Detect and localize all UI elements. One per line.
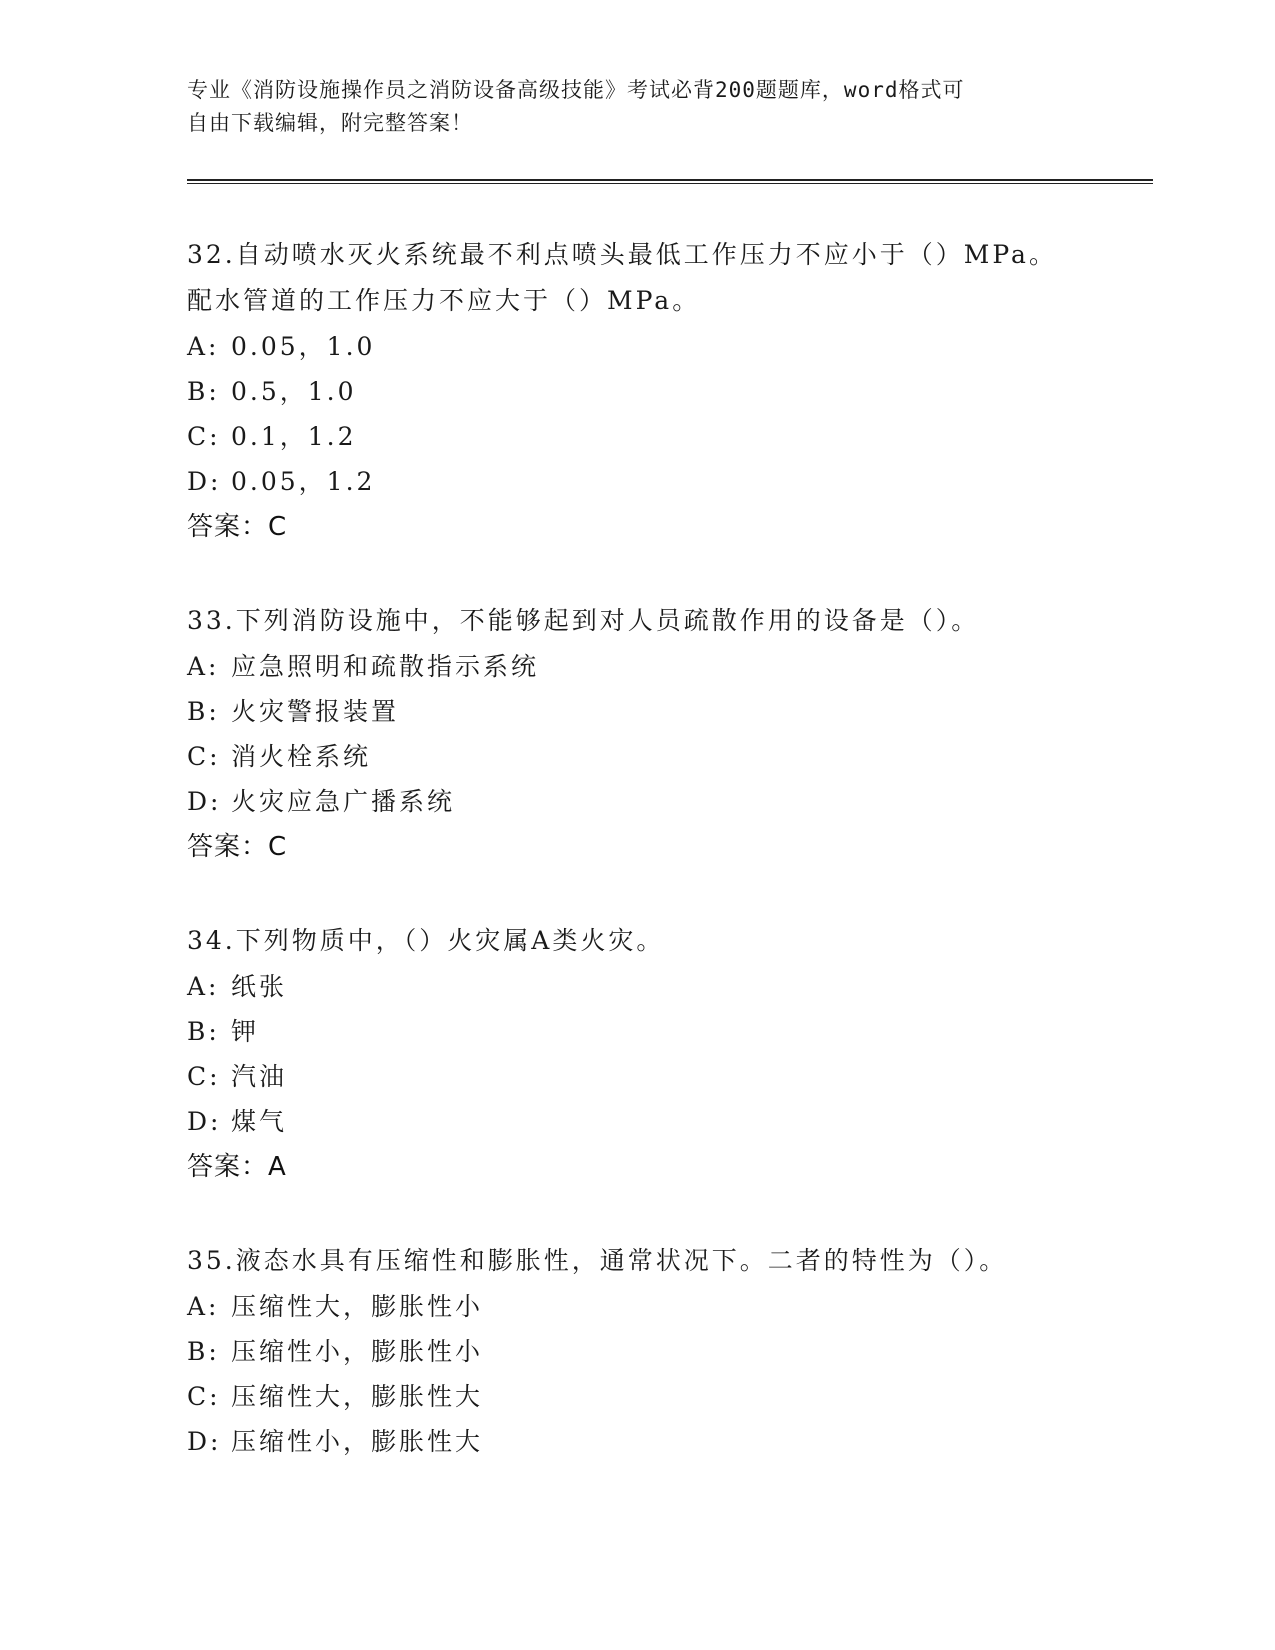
option-text: 压缩性大，膨胀性小 [231, 1292, 484, 1321]
option-key: A: [187, 1292, 220, 1321]
option-b [187, 369, 1147, 414]
option-text: 0.5，1.0 [231, 377, 357, 406]
option-text: 应急照明和疏散指示系统 [231, 652, 540, 681]
option-b [187, 1329, 1147, 1374]
option-text: 压缩性小，膨胀性大 [231, 1427, 484, 1456]
option-key: B: [187, 1017, 220, 1046]
question-stem-line: 配水管道的工作压力不应大于（）MPa。 [187, 286, 701, 315]
option-key: C: [187, 742, 221, 771]
option-key: C: [187, 422, 221, 451]
option-key: B: [187, 377, 220, 406]
option-key: D: [187, 1427, 222, 1456]
answer-line: 答案：C [187, 832, 288, 862]
document-header [187, 74, 1067, 140]
question-stem-line: 33.下列消防设施中，不能够起到对人员疏散作用的设备是（）。 [187, 606, 980, 635]
question-stem-line: 32.自动喷水灭火系统最不利点喷头最低工作压力不应小于（）MPa。 [187, 240, 1057, 269]
option-c [187, 734, 1147, 779]
option-text: 煤气 [231, 1107, 288, 1136]
option-text: 0.1，1.2 [231, 422, 357, 451]
option-key: A: [187, 652, 220, 681]
option-key: B: [187, 697, 220, 726]
option-d [187, 459, 1147, 504]
question-list [187, 232, 1147, 1512]
option-a [187, 964, 1147, 1009]
option-key: D: [187, 467, 222, 496]
option-key: A: [187, 972, 220, 1001]
option-a [187, 644, 1147, 689]
option-key: C: [187, 1382, 221, 1411]
answer-line: 答案：C [187, 512, 288, 542]
option-text: 压缩性小，膨胀性小 [231, 1337, 484, 1366]
option-key: D: [187, 787, 222, 816]
option-a [187, 324, 1147, 369]
option-text: 纸张 [231, 972, 288, 1001]
option-b [187, 689, 1147, 734]
option-text: 0.05，1.0 [231, 332, 376, 361]
question-35 [187, 1238, 1147, 1464]
option-c [187, 414, 1147, 459]
option-text: 消火栓系统 [231, 742, 372, 771]
option-b [187, 1009, 1147, 1054]
option-text: 0.05，1.2 [231, 467, 376, 496]
option-text: 压缩性大，膨胀性大 [231, 1382, 484, 1411]
option-d [187, 779, 1147, 824]
question-34 [187, 918, 1147, 1190]
option-c [187, 1054, 1147, 1099]
option-key: C: [187, 1062, 221, 1091]
header-line-2: 自由下载编辑，附完整答案！ [187, 111, 473, 135]
question-stem-line: 35.液态水具有压缩性和膨胀性，通常状况下。二者的特性为（）。 [187, 1246, 1008, 1275]
header-divider [187, 179, 1153, 184]
option-c [187, 1374, 1147, 1419]
question-32 [187, 232, 1147, 550]
option-key: B: [187, 1337, 220, 1366]
option-d [187, 1099, 1147, 1144]
question-33 [187, 598, 1147, 870]
option-text: 火灾警报装置 [231, 697, 400, 726]
answer-line: 答案：A [187, 1152, 287, 1182]
option-key: D: [187, 1107, 222, 1136]
option-text: 钾 [231, 1017, 260, 1046]
option-d [187, 1419, 1147, 1464]
header-line-1: 专业《消防设施操作员之消防设备高级技能》考试必背200题题库，word格式可 [187, 78, 965, 102]
question-stem-line: 34.下列物质中，（）火灾属A类火灾。 [187, 926, 665, 955]
option-text: 汽油 [231, 1062, 288, 1091]
option-a [187, 1284, 1147, 1329]
option-key: A: [187, 332, 220, 361]
option-text: 火灾应急广播系统 [231, 787, 456, 816]
